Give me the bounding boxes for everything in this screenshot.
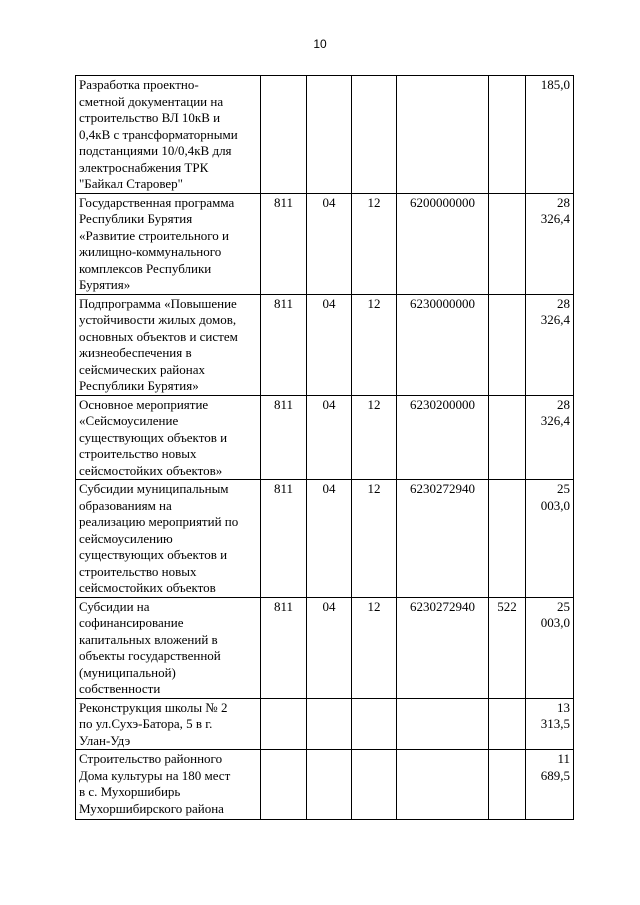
- expense-type-code: [489, 76, 526, 194]
- row-name: Государственная программа Республики Бурятия «Развитие строительного и жилищно-коммунального комплексов Республики Бурятия»: [76, 193, 261, 294]
- amount: 28 326,4: [526, 193, 574, 294]
- expense-type-code: [489, 193, 526, 294]
- target-article-code: 6230272940: [397, 480, 489, 598]
- budget-table: [75, 75, 574, 820]
- section-code: [307, 698, 352, 750]
- section-code: 04: [307, 480, 352, 598]
- table-row: [76, 750, 574, 820]
- target-article-code: 6230272940: [397, 597, 489, 698]
- subsection-code: [352, 750, 397, 820]
- target-article-code: [397, 750, 489, 820]
- subsection-code: 12: [352, 294, 397, 395]
- row-name: Строительство районного Дома культуры на 180 мест в с. Мухоршибирь Мухоршибирского района: [76, 750, 261, 820]
- ministry-code: 811: [261, 395, 307, 480]
- expense-type-code: 522: [489, 597, 526, 698]
- amount: 25 003,0: [526, 480, 574, 598]
- table-row: [76, 294, 574, 395]
- target-article-code: 6230200000: [397, 395, 489, 480]
- table-row: [76, 193, 574, 294]
- ministry-code: 811: [261, 597, 307, 698]
- expense-type-code: [489, 698, 526, 750]
- table-row: [76, 395, 574, 480]
- row-name: Подпрограмма «Повышение устойчивости жилых домов, основных объектов и систем жизнеобеспечения в сейсмических районах Республики Бурятия»: [76, 294, 261, 395]
- table-row: [76, 597, 574, 698]
- subsection-code: 12: [352, 480, 397, 598]
- amount: 13 313,5: [526, 698, 574, 750]
- ministry-code: [261, 698, 307, 750]
- section-code: 04: [307, 294, 352, 395]
- ministry-code: [261, 76, 307, 194]
- subsection-code: [352, 698, 397, 750]
- page-number: 10: [313, 37, 327, 51]
- expense-type-code: [489, 395, 526, 480]
- subsection-code: 12: [352, 193, 397, 294]
- row-name: Разработка проектно- сметной документации на строительство ВЛ 10кВ и 0,4кВ с трансформаторными подстанциями 10/0,4кВ для электроснабжения ТРК "Байкал Старовер": [76, 76, 261, 194]
- target-article-code: 6200000000: [397, 193, 489, 294]
- target-article-code: [397, 76, 489, 194]
- subsection-code: 12: [352, 395, 397, 480]
- table-row: [76, 698, 574, 750]
- amount: 28 326,4: [526, 395, 574, 480]
- section-code: [307, 750, 352, 820]
- expense-type-code: [489, 294, 526, 395]
- amount: 25 003,0: [526, 597, 574, 698]
- expense-type-code: [489, 750, 526, 820]
- target-article-code: [397, 698, 489, 750]
- row-name: Реконструкция школы № 2 по ул.Сухэ-Батора, 5 в г. Улан-Удэ: [76, 698, 261, 750]
- amount: 185,0: [526, 76, 574, 194]
- subsection-code: 12: [352, 597, 397, 698]
- expense-type-code: [489, 480, 526, 598]
- row-name: Субсидии на софинансирование капитальных вложений в объекты государственной (муниципальной) собственности: [76, 597, 261, 698]
- ministry-code: 811: [261, 480, 307, 598]
- ministry-code: [261, 750, 307, 820]
- table-row: [76, 76, 574, 194]
- row-name: Субсидии муниципальным образованиям на реализацию мероприятий по сейсмоусилению существующих объектов и строительство новых сейсмостойких объектов: [76, 480, 261, 598]
- subsection-code: [352, 76, 397, 194]
- section-code: [307, 76, 352, 194]
- target-article-code: 6230000000: [397, 294, 489, 395]
- section-code: 04: [307, 193, 352, 294]
- amount: 28 326,4: [526, 294, 574, 395]
- ministry-code: 811: [261, 193, 307, 294]
- row-name: Основное мероприятие «Сейсмоусиление существующих объектов и строительство новых сейсмостойких объектов»: [76, 395, 261, 480]
- table-row: [76, 480, 574, 598]
- ministry-code: 811: [261, 294, 307, 395]
- section-code: 04: [307, 597, 352, 698]
- amount: 11 689,5: [526, 750, 574, 820]
- section-code: 04: [307, 395, 352, 480]
